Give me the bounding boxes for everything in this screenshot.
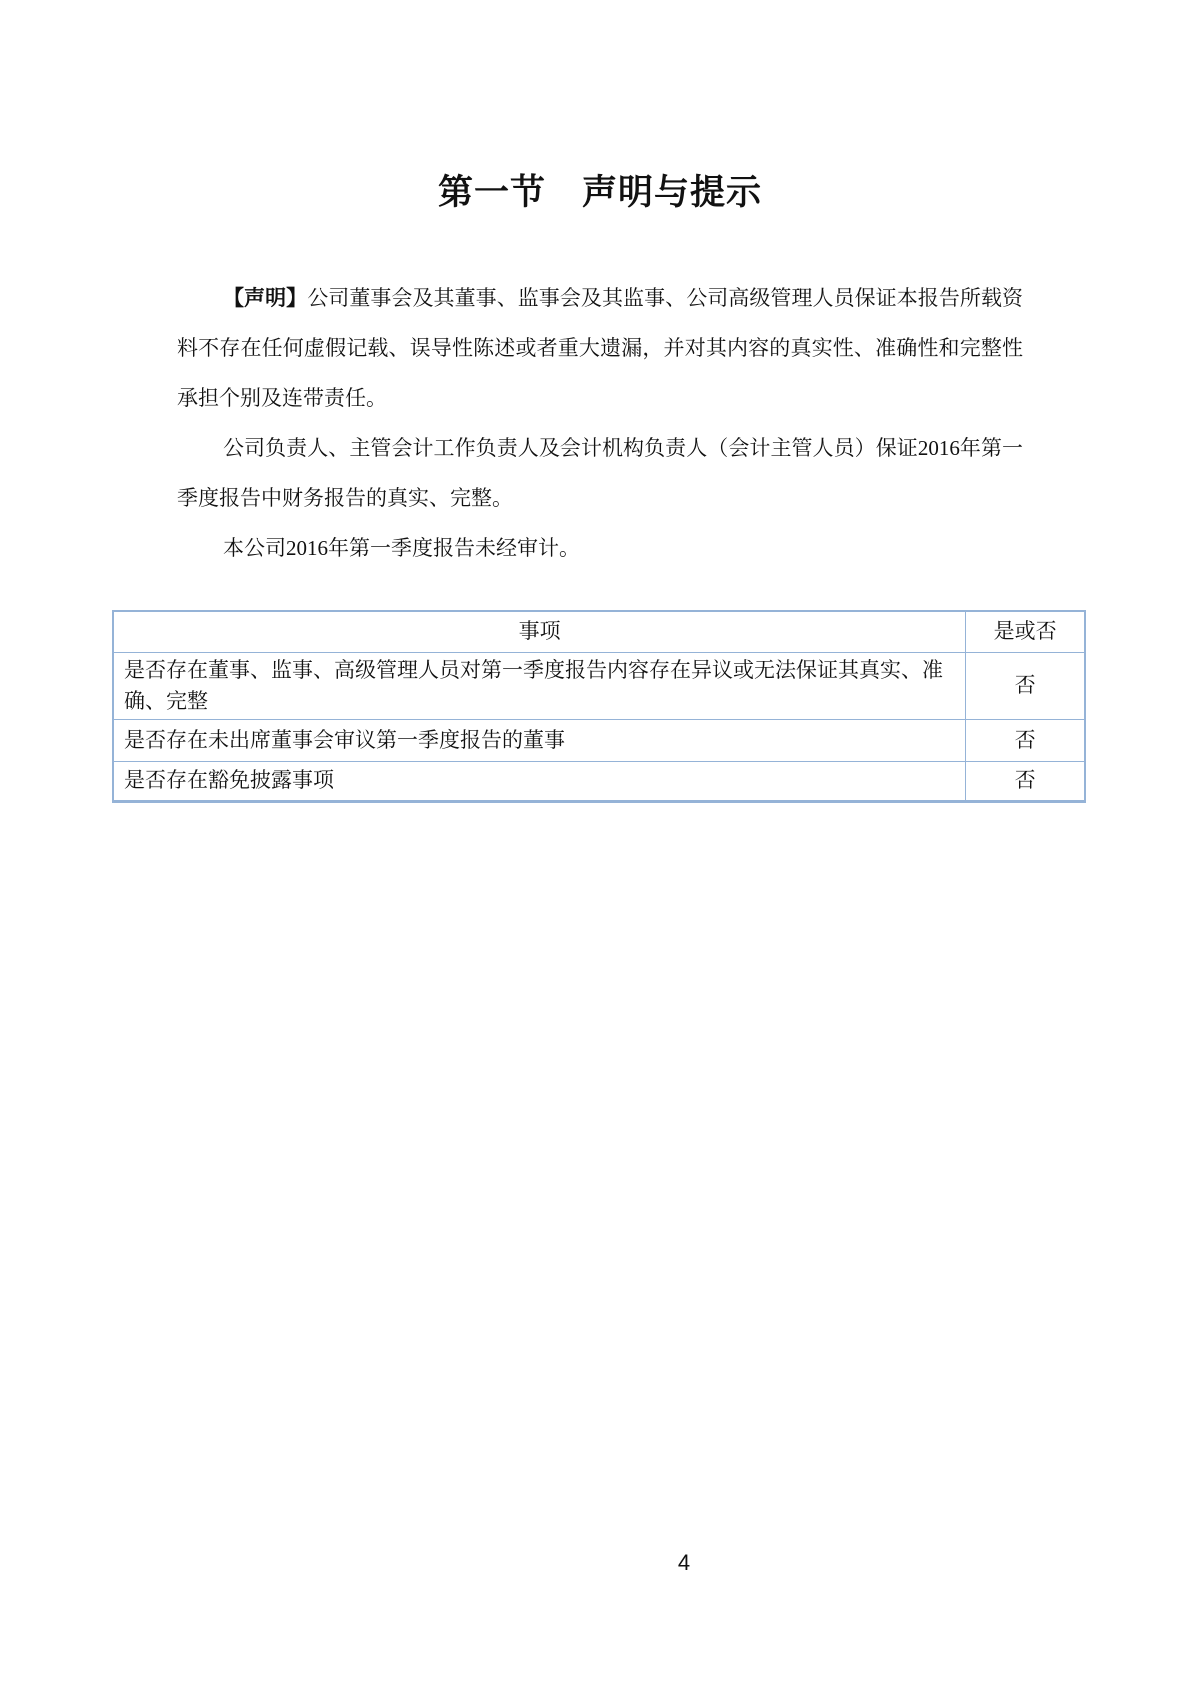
table-row <box>113 652 1085 719</box>
declaration-label: 【声明】 <box>223 286 308 310</box>
declaration-paragraph <box>177 273 1023 423</box>
page-number: 4 <box>677 1550 691 1575</box>
answer-cell: 否 <box>966 719 1085 761</box>
item-cell: 是否存在董事、监事、高级管理人员对第一季度报告内容存在异议或无法保证其真实、准确、完整 <box>113 652 966 719</box>
table-body <box>113 652 1085 801</box>
answer-cell: 否 <box>966 652 1085 719</box>
header-cell-yes-or-no: 是或否 <box>966 611 1085 652</box>
table-row <box>113 761 1085 801</box>
declaration-items-table <box>112 610 1086 803</box>
table-header-row <box>113 611 1085 652</box>
section-title: 第一节 声明与提示 <box>437 173 762 213</box>
item-cell: 是否存在未出席董事会审议第一季度报告的董事 <box>113 719 966 761</box>
responsibility-paragraph: 公司负责人、主管会计工作负责人及会计机构负责人（会计主管人员）保证2016年第一季度报告中财务报告的真实、完整。 <box>177 436 1023 510</box>
unaudited-paragraph: 本公司2016年第一季度报告未经审计。 <box>223 536 580 560</box>
item-cell: 是否存在豁免披露事项 <box>113 761 966 801</box>
table-header <box>113 611 1085 652</box>
declaration-text: 公司董事会及其董事、监事会及其监事、公司高级管理人员保证本报告所载资料不存在任何虚假记载、误导性陈述或者重大遗漏，并对其内容的真实性、准确性和完整性承担个别及连带责任。 <box>177 286 1023 410</box>
table-row <box>113 719 1085 761</box>
body-text-block <box>177 273 1023 573</box>
answer-cell: 否 <box>966 761 1085 801</box>
header-cell-item: 事项 <box>113 611 966 652</box>
